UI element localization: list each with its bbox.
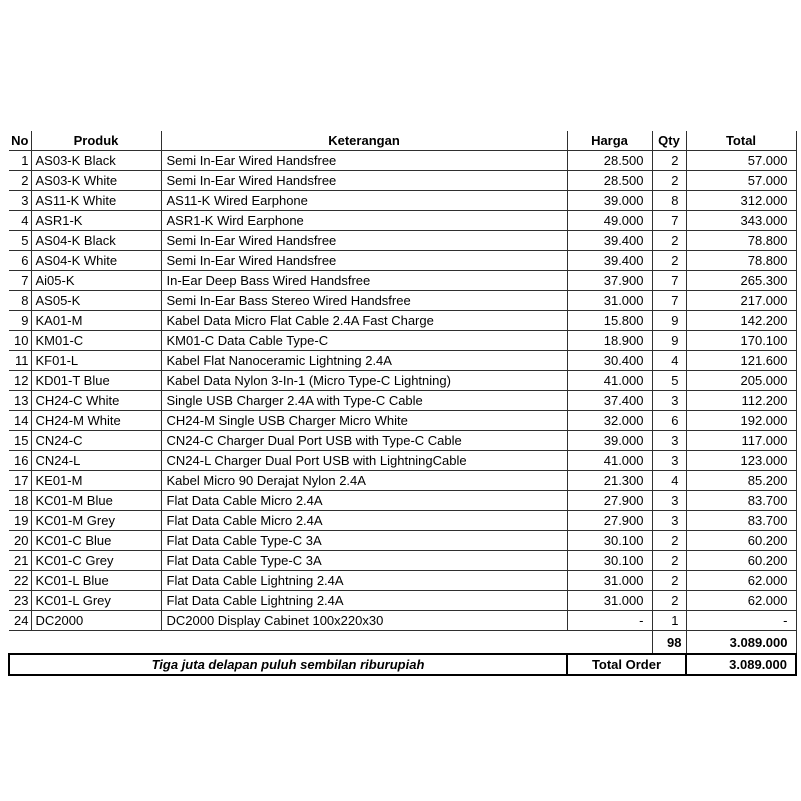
cell-no: 19 [9, 511, 31, 531]
cell-keterangan: Flat Data Cable Type-C 3A [161, 531, 567, 551]
table-row [9, 511, 796, 531]
cell-total: 85.200 [686, 471, 796, 491]
cell-produk: KF01-L [31, 351, 161, 371]
cell-qty: 5 [652, 371, 686, 391]
cell-keterangan: Semi In-Ear Wired Handsfree [161, 231, 567, 251]
table-row [9, 351, 796, 371]
subtotal-qty-value: 98 [652, 631, 686, 655]
cell-total: 60.200 [686, 531, 796, 551]
cell-harga: 27.900 [567, 491, 652, 511]
cell-keterangan: Single USB Charger 2.4A with Type-C Cable [161, 391, 567, 411]
cell-produk: KC01-M Grey [31, 511, 161, 531]
header-harga: Harga [567, 131, 652, 151]
cell-keterangan: KM01-C Data Cable Type-C [161, 331, 567, 351]
cell-qty: 2 [652, 231, 686, 251]
cell-produk: AS04-K White [31, 251, 161, 271]
cell-produk: AS04-K Black [31, 231, 161, 251]
cell-produk: KC01-M Blue [31, 491, 161, 511]
cell-keterangan: Kabel Data Nylon 3-In-1 (Micro Type-C Lightning) [161, 371, 567, 391]
cell-harga: 28.500 [567, 171, 652, 191]
cell-produk: KD01-T Blue [31, 371, 161, 391]
cell-keterangan: Semi In-Ear Wired Handsfree [161, 171, 567, 191]
cell-no: 9 [9, 311, 31, 331]
cell-keterangan: Flat Data Cable Lightning 2.4A [161, 571, 567, 591]
cell-total: 83.700 [686, 491, 796, 511]
cell-harga: 28.500 [567, 151, 652, 171]
cell-no: 15 [9, 431, 31, 451]
total-order-label: Total Order [567, 654, 686, 675]
table-row [9, 151, 796, 171]
table-row [9, 491, 796, 511]
cell-no: 10 [9, 331, 31, 351]
cell-keterangan: Semi In-Ear Wired Handsfree [161, 251, 567, 271]
cell-qty: 3 [652, 491, 686, 511]
cell-keterangan: AS11-K Wired Earphone [161, 191, 567, 211]
cell-qty: 7 [652, 291, 686, 311]
cell-no: 13 [9, 391, 31, 411]
table-row [9, 371, 796, 391]
cell-qty: 4 [652, 351, 686, 371]
cell-harga: 41.000 [567, 451, 652, 471]
cell-total: 83.700 [686, 511, 796, 531]
cell-produk: Ai05-K [31, 271, 161, 291]
header-qty: Qty [652, 131, 686, 151]
table-row [9, 451, 796, 471]
cell-harga: 30.400 [567, 351, 652, 371]
cell-qty: 3 [652, 431, 686, 451]
cell-no: 3 [9, 191, 31, 211]
cell-total: 343.000 [686, 211, 796, 231]
cell-harga: 41.000 [567, 371, 652, 391]
cell-total: 121.600 [686, 351, 796, 371]
cell-no: 21 [9, 551, 31, 571]
cell-produk: KA01-M [31, 311, 161, 331]
cell-keterangan: Flat Data Cable Micro 2.4A [161, 491, 567, 511]
table-row [9, 531, 796, 551]
cell-keterangan: CH24-M Single USB Charger Micro White [161, 411, 567, 431]
cell-harga: 49.000 [567, 211, 652, 231]
cell-produk: KE01-M [31, 471, 161, 491]
cell-no: 6 [9, 251, 31, 271]
cell-keterangan: Flat Data Cable Micro 2.4A [161, 511, 567, 531]
cell-no: 12 [9, 371, 31, 391]
cell-harga: 37.900 [567, 271, 652, 291]
cell-harga: 37.400 [567, 391, 652, 411]
cell-produk: AS11-K White [31, 191, 161, 211]
table-row [9, 311, 796, 331]
header-produk: Produk [31, 131, 161, 151]
table-row [9, 231, 796, 251]
cell-no: 24 [9, 611, 31, 631]
cell-no: 16 [9, 451, 31, 471]
cell-produk: ASR1-K [31, 211, 161, 231]
cell-qty: 2 [652, 531, 686, 551]
cell-qty: 9 [652, 331, 686, 351]
cell-qty: 1 [652, 611, 686, 631]
cell-qty: 2 [652, 171, 686, 191]
table-row [9, 571, 796, 591]
cell-keterangan: Flat Data Cable Lightning 2.4A [161, 591, 567, 611]
cell-harga: 15.800 [567, 311, 652, 331]
cell-produk: AS03-K White [31, 171, 161, 191]
cell-keterangan: CN24-C Charger Dual Port USB with Type-C Cable [161, 431, 567, 451]
cell-keterangan: Semi In-Ear Bass Stereo Wired Handsfree [161, 291, 567, 311]
cell-keterangan: CN24-L Charger Dual Port USB with LightningCable [161, 451, 567, 471]
cell-qty: 2 [652, 591, 686, 611]
cell-total: 117.000 [686, 431, 796, 451]
cell-no: 14 [9, 411, 31, 431]
cell-harga: - [567, 611, 652, 631]
cell-produk: CN24-L [31, 451, 161, 471]
cell-qty: 2 [652, 571, 686, 591]
cell-keterangan: In-Ear Deep Bass Wired Handsfree [161, 271, 567, 291]
cell-keterangan: Kabel Flat Nanoceramic Lightning 2.4A [161, 351, 567, 371]
cell-no: 23 [9, 591, 31, 611]
cell-harga: 39.400 [567, 251, 652, 271]
cell-total: 142.200 [686, 311, 796, 331]
cell-total: 78.800 [686, 231, 796, 251]
total-order-value: 3.089.000 [686, 654, 796, 675]
table-body [9, 151, 796, 631]
cell-produk: DC2000 [31, 611, 161, 631]
cell-keterangan: Kabel Micro 90 Derajat Nylon 2.4A [161, 471, 567, 491]
cell-total: 123.000 [686, 451, 796, 471]
cell-harga: 31.000 [567, 571, 652, 591]
cell-produk: CN24-C [31, 431, 161, 451]
cell-no: 20 [9, 531, 31, 551]
header-no: No [9, 131, 31, 151]
cell-harga: 21.300 [567, 471, 652, 491]
cell-no: 17 [9, 471, 31, 491]
cell-harga: 39.000 [567, 191, 652, 211]
cell-harga: 30.100 [567, 531, 652, 551]
table-row [9, 171, 796, 191]
cell-total: 265.300 [686, 271, 796, 291]
cell-qty: 7 [652, 271, 686, 291]
table-row [9, 391, 796, 411]
cell-total: 78.800 [686, 251, 796, 271]
footer-row [9, 654, 796, 675]
subtotal-total-value: 3.089.000 [686, 631, 796, 655]
cell-harga: 27.900 [567, 511, 652, 531]
cell-total: 62.000 [686, 571, 796, 591]
cell-no: 8 [9, 291, 31, 311]
cell-total: 57.000 [686, 151, 796, 171]
subtotal-row [9, 631, 796, 655]
table-row [9, 611, 796, 631]
cell-produk: CH24-M White [31, 411, 161, 431]
cell-total: 60.200 [686, 551, 796, 571]
cell-qty: 3 [652, 391, 686, 411]
cell-produk: AS03-K Black [31, 151, 161, 171]
cell-qty: 2 [652, 151, 686, 171]
cell-produk: KC01-C Grey [31, 551, 161, 571]
table-row [9, 591, 796, 611]
cell-no: 5 [9, 231, 31, 251]
cell-produk: KC01-C Blue [31, 531, 161, 551]
table-row [9, 291, 796, 311]
cell-qty: 3 [652, 511, 686, 531]
cell-harga: 39.400 [567, 231, 652, 251]
cell-produk: KC01-L Blue [31, 571, 161, 591]
table-row [9, 471, 796, 491]
cell-produk: CH24-C White [31, 391, 161, 411]
cell-keterangan: ASR1-K Wird Earphone [161, 211, 567, 231]
table-row [9, 411, 796, 431]
cell-no: 4 [9, 211, 31, 231]
cell-qty: 8 [652, 191, 686, 211]
cell-qty: 7 [652, 211, 686, 231]
cell-harga: 39.000 [567, 431, 652, 451]
cell-no: 11 [9, 351, 31, 371]
cell-qty: 9 [652, 311, 686, 331]
cell-qty: 4 [652, 471, 686, 491]
cell-total: 192.000 [686, 411, 796, 431]
cell-keterangan: DC2000 Display Cabinet 100x220x30 [161, 611, 567, 631]
cell-harga: 31.000 [567, 591, 652, 611]
header-total: Total [686, 131, 796, 151]
cell-keterangan: Flat Data Cable Type-C 3A [161, 551, 567, 571]
cell-qty: 6 [652, 411, 686, 431]
cell-keterangan: Semi In-Ear Wired Handsfree [161, 151, 567, 171]
cell-no: 22 [9, 571, 31, 591]
cell-keterangan: Kabel Data Micro Flat Cable 2.4A Fast Charge [161, 311, 567, 331]
table-row [9, 331, 796, 351]
table-row [9, 251, 796, 271]
cell-total: 170.100 [686, 331, 796, 351]
cell-total: 217.000 [686, 291, 796, 311]
table-row [9, 271, 796, 291]
header-row [9, 131, 796, 151]
cell-no: 2 [9, 171, 31, 191]
table-row [9, 191, 796, 211]
cell-total: 112.200 [686, 391, 796, 411]
cell-harga: 30.100 [567, 551, 652, 571]
cell-qty: 2 [652, 551, 686, 571]
cell-harga: 32.000 [567, 411, 652, 431]
cell-produk: AS05-K [31, 291, 161, 311]
cell-total: - [686, 611, 796, 631]
cell-harga: 31.000 [567, 291, 652, 311]
amount-in-words: Tiga juta delapan puluh sembilan riburupiah [9, 654, 567, 675]
subtotal-spacer [9, 631, 652, 655]
order-table [8, 131, 797, 676]
cell-no: 18 [9, 491, 31, 511]
cell-total: 57.000 [686, 171, 796, 191]
cell-qty: 3 [652, 451, 686, 471]
cell-total: 205.000 [686, 371, 796, 391]
table-row [9, 211, 796, 231]
cell-produk: KC01-L Grey [31, 591, 161, 611]
table-row [9, 551, 796, 571]
table-row [9, 431, 796, 451]
header-keterangan: Keterangan [161, 131, 567, 151]
cell-qty: 2 [652, 251, 686, 271]
cell-no: 7 [9, 271, 31, 291]
cell-no: 1 [9, 151, 31, 171]
cell-total: 62.000 [686, 591, 796, 611]
cell-harga: 18.900 [567, 331, 652, 351]
cell-produk: KM01-C [31, 331, 161, 351]
cell-total: 312.000 [686, 191, 796, 211]
